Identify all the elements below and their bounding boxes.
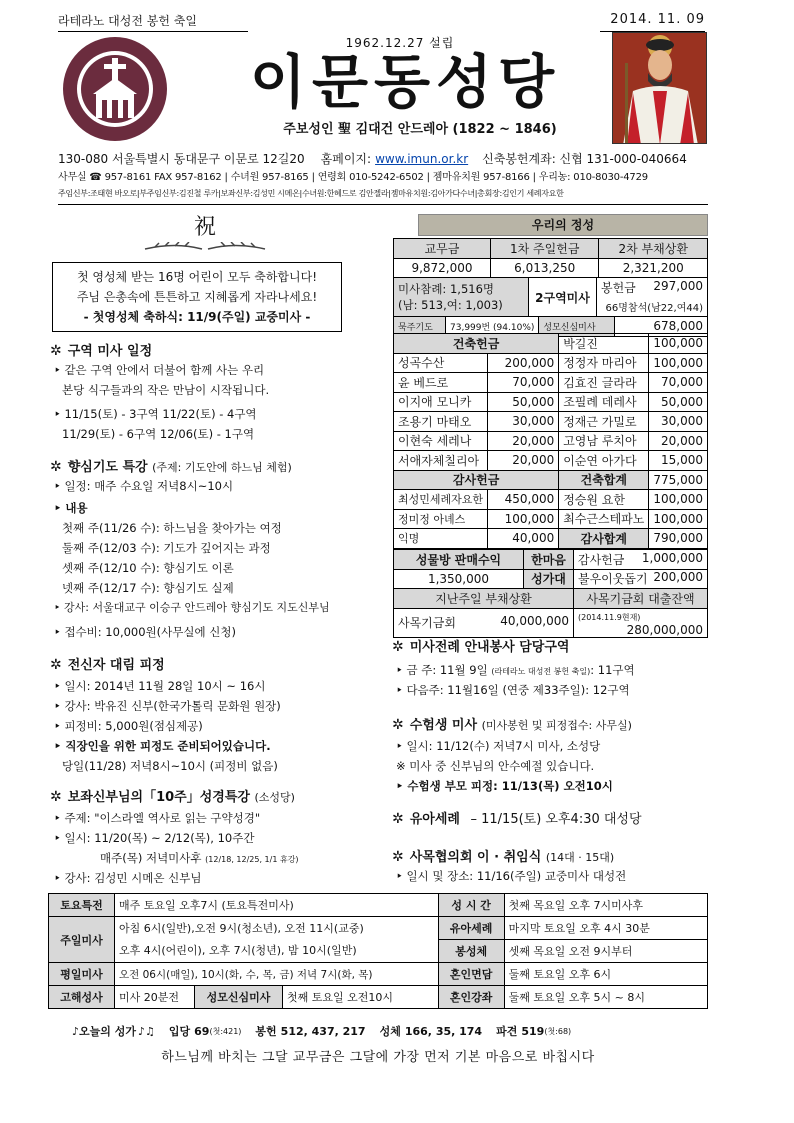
rosary-label: 묵주기도: [394, 317, 446, 337]
cross-ornament-icon: ✲: [50, 343, 62, 359]
neighbor-cell: [574, 569, 708, 589]
building-total-value: 775,000: [649, 470, 708, 490]
schedule-label: 고해성사: [49, 986, 115, 1009]
donor-name: 박길진: [559, 334, 649, 354]
schedule-value: 둘째 토요일 오후 6시: [504, 963, 707, 986]
schedule-label: 유아세례: [438, 917, 504, 940]
bongheon-note: 66명참석(남22,여44): [597, 297, 708, 317]
address-line: [58, 150, 708, 167]
donor-amount: 20,000: [649, 431, 708, 451]
prayer-heading: [50, 456, 292, 475]
cross-ornament-icon: ✲: [392, 849, 404, 865]
prayer-line: 넷째 주(12/17 수): 향심기도 실제: [62, 581, 234, 595]
prayer-line: ‣ 강사: 서울대교구 이승구 안드레아 향심기도 지도신부님: [54, 601, 330, 614]
donor-amount: 30,000: [649, 412, 708, 432]
offering-summary-table: [393, 238, 708, 278]
exam-mass-title: 수험생 미사: [409, 718, 478, 733]
cross-ornament-icon: ✲: [392, 811, 404, 827]
schedule-value: [115, 917, 439, 963]
first-collection-header: 1차 주일헌금: [490, 239, 599, 259]
donor-amount: 30,000: [488, 412, 559, 432]
donor-amount: 20,000: [488, 451, 559, 471]
donor-name: 윤 베드로: [394, 373, 488, 393]
tithe-header: 교무금: [394, 239, 491, 259]
staff-list: 주임신부:조태현 바오로|부주임신부:김진철 루카|보좌신부:김성민 시메온|수녀원:한혜드로 김안젤라|젬마유치원:김아가다수녀|총회장:김인기 세례자요한: [58, 189, 564, 198]
donor-name: 성곡수산: [394, 353, 488, 373]
rosary-value: 73,999번 (94.10%): [446, 317, 539, 337]
schedule-label: 평일미사: [49, 963, 115, 986]
liturgy-heading: [392, 636, 569, 655]
debt-value: 40,000,000: [500, 614, 569, 628]
bible-lecture-title: 보좌신부님의「10주」성경특강: [67, 790, 250, 805]
donor-name: 익명: [394, 529, 488, 549]
donor-name: 김효진 글라라: [559, 373, 649, 393]
exam-mass-line: ‣ 수험생 부모 피정: 11/13(목) 오전10시: [396, 779, 613, 793]
infant-baptism-title: 유아세례: [409, 812, 460, 827]
donor-amount: 100,000: [649, 509, 708, 529]
debt-label: 지난주일 부채상환: [394, 589, 574, 609]
offertory-value: 512, 437, 217: [280, 1024, 366, 1038]
donor-name: 정정자 마리아: [559, 353, 649, 373]
attendance-table: [393, 277, 708, 317]
feast-label: 라테라노 대성전 봉헌 축일: [58, 12, 248, 32]
district-mass-line: ‣ 같은 구역 안에서 더불어 함께 사는 우리: [54, 363, 265, 377]
homepage-link[interactable]: www.imun.or.kr: [375, 151, 469, 166]
dismissal-value: 519: [521, 1024, 545, 1038]
exam-mass-subtitle: (미사봉헌 및 피정접수: 사무실): [481, 719, 632, 732]
loan-note: (2014.11.9현재): [578, 612, 641, 622]
schedule-value: 미사 20분전: [115, 986, 195, 1009]
loan-cell: [574, 608, 708, 637]
thanks-total-label: 감사합계: [559, 529, 649, 549]
liturgy-line: ‣ 금 주: 11월 9일 (라테라노 대성전 봉헌 축일): 11구역: [396, 663, 635, 677]
sale-label: 성물방 판매수익: [394, 550, 524, 570]
bible-lecture-heading: [50, 786, 295, 805]
building-total-label: 건축합계: [559, 470, 649, 490]
schedule-label: 토요특전: [49, 894, 115, 917]
donor-amount: 50,000: [488, 392, 559, 412]
communion-label: 성체: [379, 1025, 401, 1038]
music-notes-icon: ♪♫: [138, 1024, 155, 1038]
offering-title: 우리의 정성: [418, 214, 708, 236]
district-mass-heading: [50, 340, 152, 359]
schedule-value: 첫째 목요일 오후 7시미사후: [504, 894, 707, 917]
cross-ornament-icon: ✲: [392, 639, 404, 655]
celebration-char: 祝: [193, 215, 216, 240]
donor-name: 최성민세례자요한: [394, 490, 488, 510]
retreat-line: ‣ 직장인을 위한 피정도 준비되어있습니다.: [54, 739, 271, 753]
dismissal-note: (첫:68): [544, 1026, 572, 1036]
prayer-line: ‣ 접수비: 10,000원(사무실에 신청): [54, 625, 236, 639]
sale-value: 1,350,000: [394, 569, 524, 589]
schedule-value: 오전 06시(매일), 10시(화, 수, 목, 금) 저녁 7시(화, 목): [115, 963, 439, 986]
donor-amount: 50,000: [649, 392, 708, 412]
loan-label: 사목기금회 대출잔액: [574, 589, 708, 609]
schedule-label: 봉성체: [438, 940, 504, 963]
council-heading: [392, 846, 614, 865]
donor-amount: 100,000: [649, 353, 708, 373]
patron-portrait: [612, 32, 707, 144]
schedule-label: 성 시 간: [438, 894, 504, 917]
district-mass-line: 11/29(토) - 6구역 12/06(토) - 1구역: [62, 427, 255, 441]
prayer-line: 둘째 주(12/03 수): 기도가 깊어지는 과정: [62, 541, 271, 555]
schedule-label: 혼인강좌: [438, 986, 504, 1009]
sunday-mass-line: 오후 4시(어린이), 오후 7시(청년), 밤 10시(일반): [119, 943, 357, 957]
donor-name: 정재근 가밀로: [559, 412, 649, 432]
offertory-label: 봉헌: [255, 1025, 277, 1038]
donor-amount: 450,000: [488, 490, 559, 510]
schedule-label: 주일미사: [49, 917, 115, 963]
district-mass-label: 2구역미사: [529, 278, 597, 317]
thanks-total-value: 790,000: [649, 529, 708, 549]
exam-mass-line: ※ 미사 중 신부님의 안수예절 있습니다.: [396, 759, 595, 773]
homepage-label: 홈페이지:: [320, 152, 372, 166]
church-logo: [60, 34, 170, 144]
hymn-label: 오늘의 성가: [79, 1025, 136, 1038]
schedule-value: 둘째 토요일 오후 5시 ~ 8시: [504, 986, 707, 1009]
church-name-title: 이문동성당: [249, 48, 561, 116]
loan-value: 280,000,000: [626, 622, 703, 637]
hanmaum-label: 한마음: [524, 550, 574, 570]
bible-lecture-line: ‣ 일시: 11/20(목) ~ 2/12(목), 10주간: [54, 831, 255, 845]
attendance-total: 미사참례: 1,516명: [398, 282, 494, 296]
building-offering-table: [393, 333, 708, 549]
donor-amount: 20,000: [488, 431, 559, 451]
infant-baptism-detail: – 11/15(토) 오후4:30 대성당: [470, 812, 642, 827]
retreat-line: ‣ 일시: 2014년 11월 28일 10시 ~ 16시: [54, 679, 266, 693]
retreat-line: ‣ 강사: 박유진 신부(한국가톨릭 문화원 원장): [54, 699, 281, 713]
founded-date: 1962.12.27 설립: [345, 36, 455, 50]
prayer-title: 향심기도 특강: [67, 460, 148, 475]
schedule-value: 마지막 토요일 오후 4시 30분: [504, 917, 707, 940]
entrance-label: 입당: [168, 1025, 191, 1038]
hm-thanks-value: 1,000,000: [641, 550, 703, 565]
building-account: 신축봉헌계좌: 신협 131-000-040664: [482, 152, 687, 166]
infant-baptism-heading: [392, 808, 642, 827]
schedule-label: 혼인면담: [438, 963, 504, 986]
donor-name: 서애자체칠리아: [394, 451, 488, 471]
donor-amount: 100,000: [649, 490, 708, 510]
donor-name: 고영남 루치아: [559, 431, 649, 451]
district-mass-line: 본당 식구들과의 작은 만남이 시작됩니다.: [62, 383, 270, 397]
retreat-heading: [50, 654, 165, 673]
district-mass-title: 구역 미사 일정: [67, 344, 153, 359]
second-collection-header: 2차 부채상환: [599, 239, 708, 259]
attendance-breakdown: (남: 513,여: 1,003): [398, 298, 503, 312]
donor-name: 정미정 아녜스: [394, 509, 488, 529]
neighbor-value: 200,000: [653, 570, 703, 585]
donor-amount: 70,000: [488, 373, 559, 393]
bongheon-label: 봉헌금: [601, 281, 636, 295]
cross-ornament-icon: ✲: [50, 459, 62, 475]
district-mass-line: ‣ 11/15(토) - 3구역 11/22(토) - 4구역: [54, 407, 257, 421]
first-communion-notice: [52, 262, 342, 332]
entrance-note: (첫:421): [209, 1026, 242, 1036]
mass-schedule-table: [48, 893, 708, 1009]
donor-name: 조필례 데레사: [559, 392, 649, 412]
misc-offering-table: [393, 549, 708, 638]
donor-amount: 70,000: [649, 373, 708, 393]
debt-item: 사목기금회: [398, 616, 456, 630]
celebration-ornament: [140, 214, 270, 260]
donor-amount: 100,000: [649, 334, 708, 354]
building-offering-header: 건축헌금: [394, 334, 559, 354]
marian-mass-label: 성모신심미사: [539, 317, 615, 337]
donor-name: 이지애 모니카: [394, 392, 488, 412]
sunday-mass-line: 아침 6시(일반),오전 9시(청소년), 오전 11시(교중): [119, 921, 364, 935]
choir-label: 성가대: [524, 569, 574, 589]
debt-cell: [394, 608, 574, 637]
donor-name: 이현숙 세레나: [394, 431, 488, 451]
bongheon-value: 297,000: [653, 279, 703, 293]
donor-name: 조용기 마태오: [394, 412, 488, 432]
bible-lecture-line: ‣ 강사: 김성민 시메온 신부님: [54, 871, 202, 885]
notice-line: 첫 영성체 받는 16명 어린이 모두 축하합니다!: [76, 270, 318, 284]
tithe-motto: 하느님께 바치는 그달 교무금은 그달에 가장 먼저 기본 마음으로 바칩시다: [161, 1050, 595, 1065]
council-line: ‣ 일시 및 장소: 11/16(주일) 교중미사 대성전: [396, 869, 627, 883]
exam-mass-line: ‣ 일시: 11/12(수) 저녁7시 미사, 소성당: [396, 739, 601, 753]
patron-saint: 주보성인 聖 김대건 안드레아 (1822 ~ 1846): [283, 122, 557, 137]
donor-amount: 200,000: [488, 353, 559, 373]
schedule-value: 매주 토요일 오후7시 (토요특전미사): [115, 894, 439, 917]
liturgy-line: ‣ 다음주: 11월16일 (연중 제33주일): 12구역: [396, 683, 630, 697]
second-collection-value: 2,321,200: [599, 258, 708, 278]
prayer-line: 셋째 주(12/10 수): 향심기도 이론: [62, 561, 234, 575]
phone-numbers: 사무실 ☎ 957-8161 FAX 957-8162 | 수녀원 957-8165 | 연령회 010-5242-6502 | 젬마유치원 957-8166 | 우리농: 010-8030-4729: [58, 172, 648, 183]
schedule-value: 셋째 목요일 오전 9시부터: [504, 940, 707, 963]
communion-value: 166, 35, 174: [404, 1024, 483, 1038]
schedule-value: 첫째 토요일 오전10시: [283, 986, 439, 1009]
hymn-line: [48, 1023, 708, 1039]
donor-name: 이순연 아가다: [559, 451, 649, 471]
neighbor-label: 불우이웃돕기: [578, 572, 648, 587]
header-divider: [58, 204, 708, 205]
bible-lecture-subtitle: (소성당): [254, 791, 295, 804]
cross-ornament-icon: ✲: [50, 789, 62, 805]
exam-mass-heading: [392, 714, 632, 733]
bible-lecture-line: 매주(목) 저녁미사후 (12/18, 12/25, 1/1 휴강): [100, 851, 299, 865]
church-address: 130-080 서울특별시 동대문구 이문로 12길20: [58, 152, 305, 166]
council-subtitle: (14대 · 15대): [545, 851, 615, 864]
thanks-offering-header: 감사헌금: [394, 470, 559, 490]
notice-line: - 첫영성체 축하식: 11/9(주일) 교중미사 -: [83, 310, 311, 324]
entrance-value: 69: [194, 1024, 210, 1038]
marian-mass-value: 678,000: [615, 317, 708, 337]
bongheon-cell: [597, 278, 708, 298]
bible-lecture-line: ‣ 주제: "이스라엘 역사로 읽는 구약성경": [54, 811, 261, 825]
council-title: 사목협의회 이 · 취임식: [409, 850, 542, 865]
dismissal-label: 파견: [496, 1025, 518, 1038]
retreat-line: ‣ 피정비: 5,000원(점심제공): [54, 719, 203, 733]
retreat-title: 전신자 대림 피정: [67, 658, 165, 673]
prayer-line: 첫째 주(11/26 수): 하느님을 찾아가는 여정: [62, 521, 282, 535]
prayer-subtitle: (주제: 기도안에 하느님 체험): [152, 461, 292, 474]
prayer-line: ‣ 일정: 매주 수요일 저녁8시~10시: [54, 479, 234, 493]
first-collection-value: 6,013,250: [490, 258, 599, 278]
hm-thanks-label: 감사헌금: [578, 552, 625, 567]
liturgy-title: 미사전례 안내봉사 담당구역: [409, 640, 570, 655]
cross-ornament-icon: ✲: [392, 717, 404, 733]
donor-amount: 15,000: [649, 451, 708, 471]
laurel-icon: [140, 242, 270, 256]
attendance-cell: [394, 278, 529, 317]
retreat-line: 당일(11/28) 저녁8시~10시 (피정비 없음): [62, 759, 278, 773]
notice-line: 주님 은총속에 튼튼하고 지혜롭게 자라나세요!: [76, 290, 318, 304]
bulletin-date: 2014. 11. 09: [600, 12, 705, 32]
schedule-label: 성모신심미사: [195, 986, 283, 1009]
donor-name: 정승원 요한: [559, 490, 649, 510]
donor-amount: 40,000: [488, 529, 559, 549]
music-note-icon: ♪: [72, 1024, 80, 1038]
donor-name: 최수근스테파노: [559, 509, 649, 529]
prayer-line: ‣ 내용: [54, 501, 88, 515]
hm-thanks-cell: [574, 550, 708, 570]
cross-ornament-icon: ✲: [50, 657, 62, 673]
donor-amount: 100,000: [488, 509, 559, 529]
tithe-value: 9,872,000: [394, 258, 491, 278]
